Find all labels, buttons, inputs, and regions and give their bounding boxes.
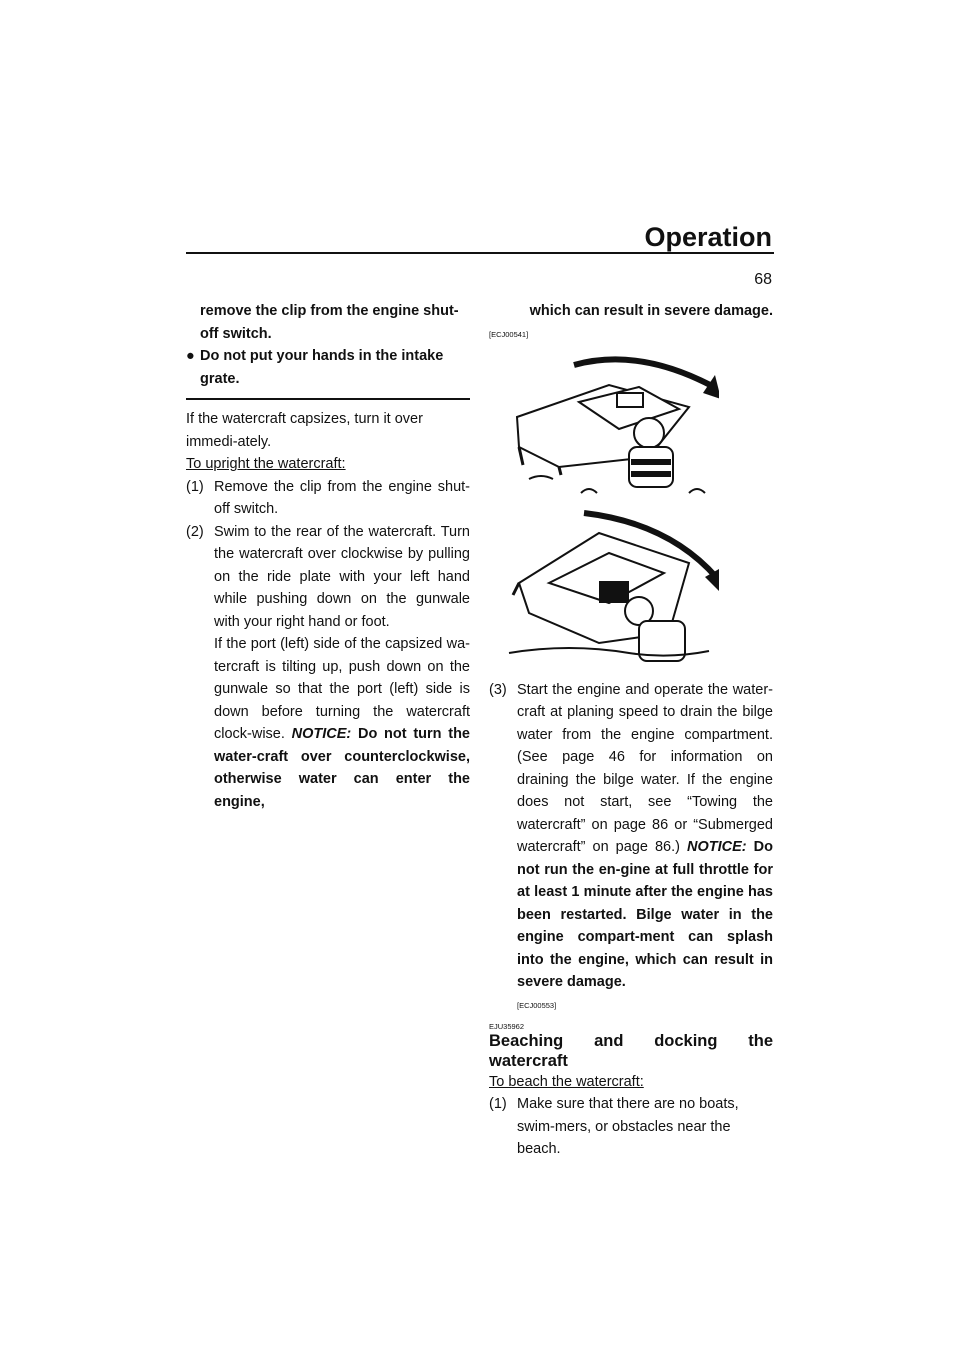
capsized-watercraft-illustration: [489, 347, 719, 497]
step-number: (3): [489, 681, 507, 698]
warning-bullet: [186, 345, 470, 390]
ecj-code-1: [ECJ00541]: [489, 329, 529, 339]
step-1: [186, 476, 470, 521]
step-3: [489, 679, 773, 1016]
step-text: Make sure that there are no boats, swim-mers, or obstacles near the beach.: [517, 1096, 739, 1157]
step-2: [186, 521, 470, 814]
step-text: Swim to the rear of the watercraft. Turn the watercraft over clockwise by pulling on the ride plate with your left hand while pushing down on the gunwale with your right hand or foot.: [214, 523, 470, 630]
bullet-icon: ●: [186, 348, 195, 364]
step-number: (2): [186, 523, 204, 540]
ecj-code-2: [ECJ00553]: [517, 1000, 557, 1010]
warning-bullet-text: Do not put your hands in the intake grate.: [200, 348, 444, 387]
right-column: [489, 300, 773, 1161]
step-number: (1): [186, 478, 204, 495]
beach-step-1: [489, 1093, 773, 1161]
capsize-intro: If the watercraft capsizes, turn it over immedi-ately.: [186, 411, 423, 450]
upright-subheading: To upright the watercraft:: [186, 456, 346, 472]
beach-subheading: To beach the watercraft:: [489, 1073, 644, 1090]
notice-text: Do not turn the water-craft over counterclockwise, otherwise water can enter the engine,: [214, 726, 470, 810]
header-rule: [186, 252, 774, 254]
notice-label: NOTICE:: [291, 726, 352, 742]
page-header-title: Operation: [644, 222, 772, 252]
notice-continuation: which can result in severe damage.: [529, 303, 773, 319]
step-text: Remove the clip from the engine shut-off switch.: [214, 478, 470, 517]
watercraft-turning-over-illustration: [489, 503, 719, 673]
notice-text: Do not run the en-gine at full throttle for at least 1 minute after the engine has been restarted. Bilge water in the engine compart-ment can splash into the engine, which can result in severe damage.: [517, 839, 774, 990]
page-number: 68: [754, 271, 772, 288]
step-number: (1): [489, 1096, 507, 1112]
warning-continuation: remove the clip from the engine shut-off switch.: [200, 303, 459, 342]
left-column: [186, 300, 470, 813]
notice-label: NOTICE:: [687, 839, 747, 855]
eju-code: EJU35962: [489, 1021, 525, 1031]
warning-end-rule: [186, 398, 470, 400]
step-2-port-side-text: If the port (left) side of the capsized wa-tercraft is tilting up, push down on the gunwale so that the port (left) side is down before turning the watercraft clock-wise.: [214, 636, 470, 742]
step-text: Start the engine and operate the water-craft at planing speed to drain the bilge water from the engine compartment. (See page 46 for information on draining the bilge water. If the engine does not start, see “Towing the watercraft” on page 86 or “Submerged watercraft” on page 86.): [517, 681, 773, 855]
section-heading: Beaching and docking the watercraft: [489, 1031, 773, 1070]
